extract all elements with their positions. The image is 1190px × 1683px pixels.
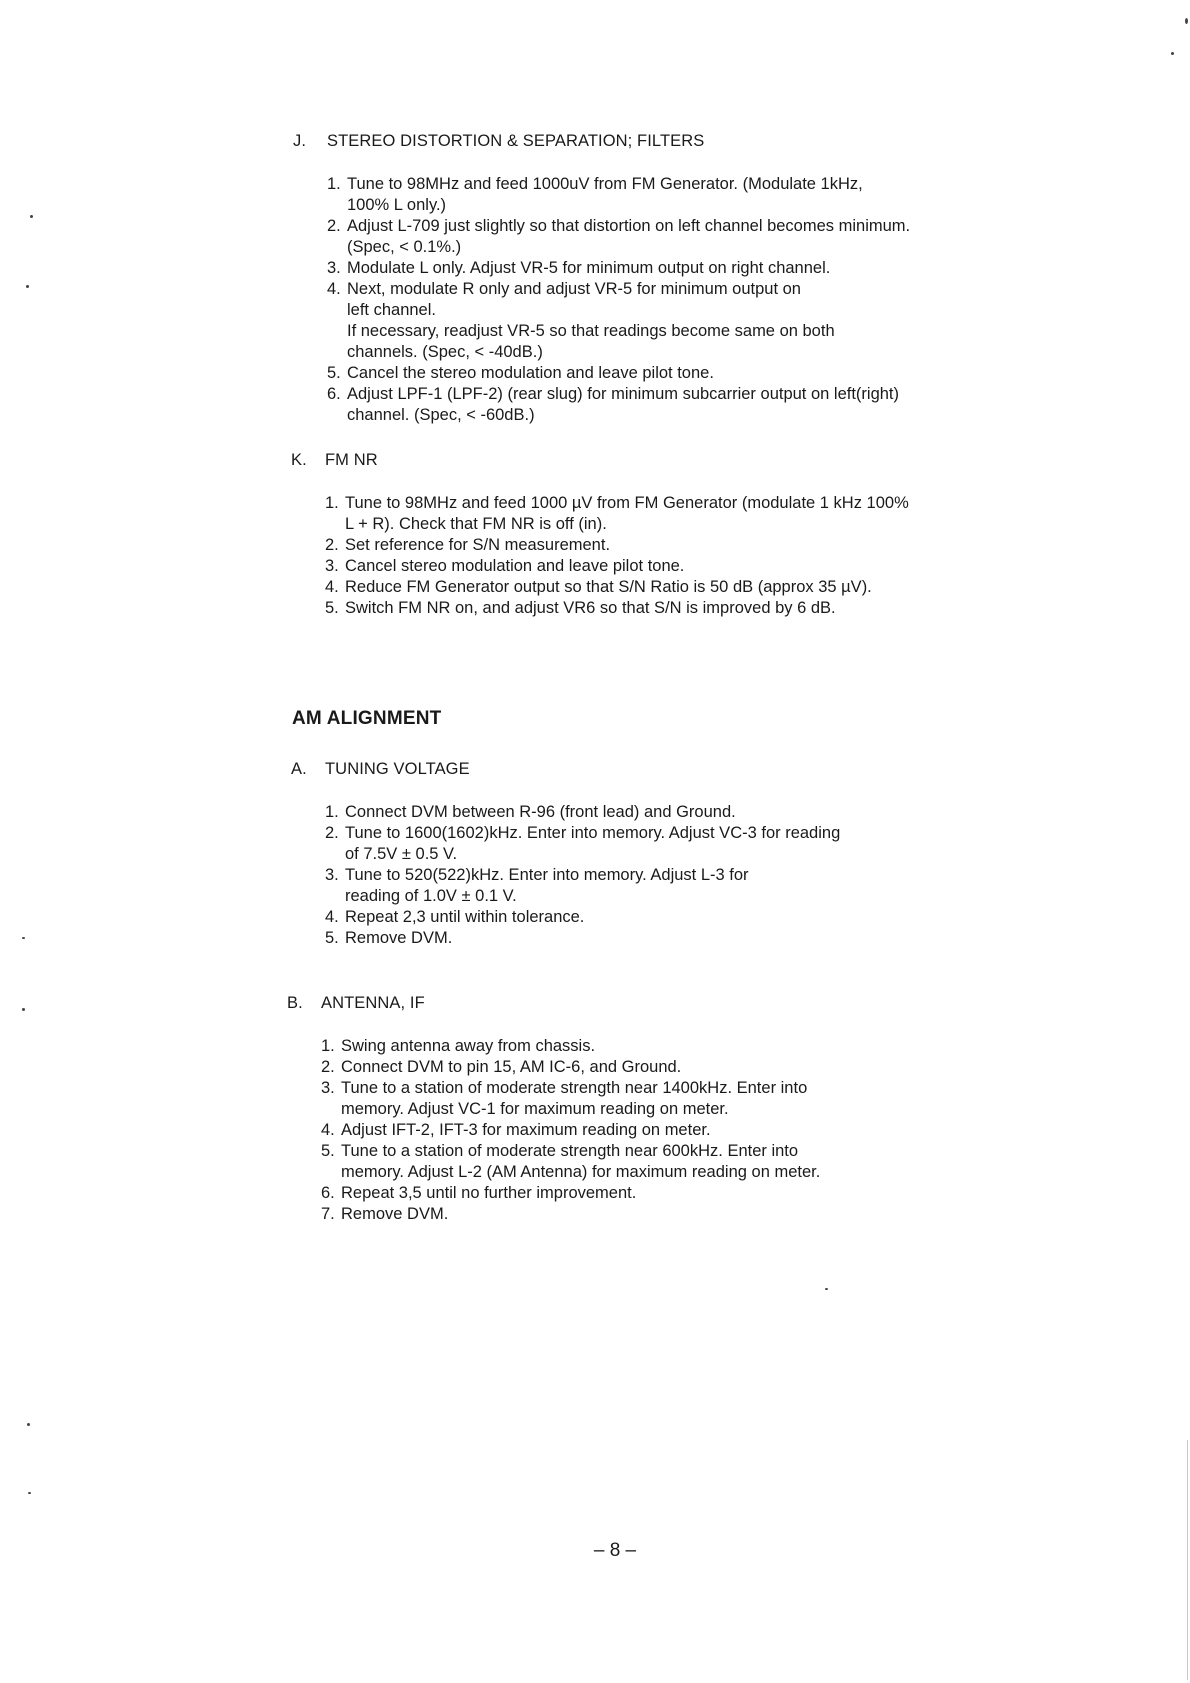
step-text-line: Tune to a station of moderate strength near 1400kHz. Enter into xyxy=(341,1079,808,1097)
step-item xyxy=(321,1078,987,1120)
step-number: 3. xyxy=(325,866,339,884)
step-item xyxy=(327,384,993,426)
scan-speck xyxy=(825,1288,828,1290)
step-number: 3. xyxy=(327,259,341,277)
step-text-line: Tune to 1600(1602)kHz. Enter into memory. Adjust VC-3 for reading xyxy=(345,824,841,842)
step-item xyxy=(321,1036,987,1057)
step-text-line: 100% L only.) xyxy=(347,196,447,214)
step-text-line: Tune to 520(522)kHz. Enter into memory. Adjust L-3 for xyxy=(345,866,749,884)
step-item xyxy=(327,279,993,363)
step-text-line: If necessary, readjust VR-5 so that readings become same on both xyxy=(347,322,835,340)
section-heading xyxy=(291,759,991,780)
step-text xyxy=(347,174,993,216)
step-number: 1. xyxy=(321,1037,335,1055)
step-item xyxy=(327,258,993,279)
step-text-line: Modulate L only. Adjust VR-5 for minimum output on right channel. xyxy=(347,259,831,277)
step-text xyxy=(345,907,991,928)
step-number: 2. xyxy=(325,824,339,842)
step-text xyxy=(345,598,991,619)
section-title: FM NR xyxy=(325,451,378,469)
step-text-line: Cancel the stereo modulation and leave pilot tone. xyxy=(347,364,714,382)
scan-speck xyxy=(1171,52,1174,55)
step-number: 5. xyxy=(325,599,339,617)
step-text-line: memory. Adjust L-2 (AM Antenna) for maximum reading on meter. xyxy=(341,1163,821,1181)
scan-speck xyxy=(22,937,25,939)
step-text xyxy=(345,928,991,949)
step-text-line: memory. Adjust VC-1 for maximum reading on meter. xyxy=(341,1100,729,1118)
step-text-line: channels. (Spec, < -40dB.) xyxy=(347,343,543,361)
section-title: STEREO DISTORTION & SEPARATION; FILTERS xyxy=(327,132,705,150)
step-number: 3. xyxy=(321,1079,335,1097)
step-text-line: Tune to 98MHz and feed 1000 µV from FM Generator (modulate 1 kHz 100% xyxy=(345,494,909,512)
step-number: 1. xyxy=(327,175,341,193)
step-text-line: Adjust IFT-2, IFT-3 for maximum reading on meter. xyxy=(341,1121,711,1139)
section-letter: A. xyxy=(291,760,307,778)
section-title: TUNING VOLTAGE xyxy=(325,760,470,778)
step-text-line: Reduce FM Generator output so that S/N Ratio is 50 dB (approx 35 µV). xyxy=(345,578,872,596)
step-list xyxy=(291,802,991,949)
step-text xyxy=(341,1204,987,1225)
step-text xyxy=(341,1141,987,1183)
step-item xyxy=(321,1057,987,1078)
section-letter: J. xyxy=(293,132,307,150)
step-number: 2. xyxy=(327,217,341,235)
step-list xyxy=(287,1036,987,1225)
section-a-tuning-voltage xyxy=(291,759,991,949)
section-heading xyxy=(287,993,987,1014)
step-list xyxy=(291,493,991,619)
step-item xyxy=(325,493,991,535)
step-text-line: Repeat 3,5 until no further improvement. xyxy=(341,1184,637,1202)
step-text xyxy=(347,384,993,426)
step-text-line: reading of 1.0V ± 0.1 V. xyxy=(345,887,517,905)
step-number: 1. xyxy=(325,803,339,821)
step-item xyxy=(321,1120,987,1141)
step-item xyxy=(325,928,991,949)
step-text xyxy=(347,258,993,279)
step-text xyxy=(341,1036,987,1057)
step-text-line: Adjust LPF-1 (LPF-2) (rear slug) for minimum subcarrier output on left(right) xyxy=(347,385,900,403)
step-number: 4. xyxy=(325,908,339,926)
step-list xyxy=(293,174,993,426)
step-item xyxy=(325,577,991,598)
am-alignment-heading: AM ALIGNMENT xyxy=(292,708,442,729)
step-text xyxy=(345,556,991,577)
step-item xyxy=(325,535,991,556)
page-number: – 8 – xyxy=(593,1540,637,1561)
step-text xyxy=(345,493,991,535)
step-text xyxy=(345,802,991,823)
section-letter: B. xyxy=(287,994,303,1012)
step-text-line: of 7.5V ± 0.5 V. xyxy=(345,845,458,863)
step-item xyxy=(321,1141,987,1183)
section-heading xyxy=(293,131,993,152)
section-b-antenna-if xyxy=(287,993,987,1225)
step-text-line: Switch FM NR on, and adjust VR6 so that S/N is improved by 6 dB. xyxy=(345,599,836,617)
step-item xyxy=(327,216,993,258)
step-item xyxy=(321,1183,987,1204)
step-number: 3. xyxy=(325,557,339,575)
step-text-line: Adjust L-709 just slightly so that distortion on left channel becomes minimum. xyxy=(347,217,911,235)
step-number: 5. xyxy=(321,1142,335,1160)
step-number: 5. xyxy=(327,364,341,382)
step-text-line: Set reference for S/N measurement. xyxy=(345,536,611,554)
section-letter: K. xyxy=(291,451,307,469)
step-text-line: Repeat 2,3 until within tolerance. xyxy=(345,908,585,926)
step-text-line: Tune to 98MHz and feed 1000uV from FM Generator. (Modulate 1kHz, xyxy=(347,175,863,193)
scan-speck xyxy=(26,285,29,288)
step-item xyxy=(325,556,991,577)
step-item xyxy=(325,802,991,823)
step-text xyxy=(345,535,991,556)
step-text xyxy=(347,279,993,363)
step-text xyxy=(345,865,991,907)
step-item xyxy=(325,598,991,619)
step-text-line: L + R). Check that FM NR is off (in). xyxy=(345,515,607,533)
step-number: 1. xyxy=(325,494,339,512)
step-text-line: channel. (Spec, < -60dB.) xyxy=(347,406,535,424)
scan-speck xyxy=(27,1423,30,1426)
step-number: 2. xyxy=(325,536,339,554)
step-text-line: (Spec, < 0.1%.) xyxy=(347,238,462,256)
scan-speck xyxy=(22,1008,25,1011)
step-text-line: Tune to a station of moderate strength near 600kHz. Enter into xyxy=(341,1142,799,1160)
step-number: 4. xyxy=(325,578,339,596)
step-text xyxy=(347,363,993,384)
step-text-line: Remove DVM. xyxy=(345,929,453,947)
step-text-line: Swing antenna away from chassis. xyxy=(341,1037,596,1055)
step-text-line: Cancel stereo modulation and leave pilot tone. xyxy=(345,557,685,575)
step-item xyxy=(321,1204,987,1225)
step-text-line: Connect DVM between R-96 (front lead) and Ground. xyxy=(345,803,736,821)
section-title: ANTENNA, IF xyxy=(321,994,425,1012)
step-number: 2. xyxy=(321,1058,335,1076)
step-number: 5. xyxy=(325,929,339,947)
step-text xyxy=(347,216,993,258)
scan-edge-line xyxy=(1187,1440,1188,1680)
step-number: 6. xyxy=(321,1184,335,1202)
step-text-line: Connect DVM to pin 15, AM IC-6, and Ground. xyxy=(341,1058,682,1076)
step-number: 7. xyxy=(321,1205,335,1223)
section-heading xyxy=(291,450,991,471)
scan-speck xyxy=(30,215,33,218)
step-text xyxy=(341,1057,987,1078)
step-item xyxy=(325,865,991,907)
step-text xyxy=(345,823,991,865)
step-number: 4. xyxy=(321,1121,335,1139)
scan-speck xyxy=(28,1492,31,1494)
section-k-fm-nr xyxy=(291,450,991,619)
step-text-line: Remove DVM. xyxy=(341,1205,449,1223)
step-text xyxy=(345,577,991,598)
step-text xyxy=(341,1120,987,1141)
step-item xyxy=(325,907,991,928)
step-text xyxy=(341,1078,987,1120)
scan-speck xyxy=(1185,18,1188,24)
step-item xyxy=(325,823,991,865)
step-item xyxy=(327,174,993,216)
step-text-line: Next, modulate R only and adjust VR-5 for minimum output on xyxy=(347,280,801,298)
section-j-stereo-distortion xyxy=(293,131,993,426)
step-number: 4. xyxy=(327,280,341,298)
step-text-line: left channel. xyxy=(347,301,436,319)
step-number: 6. xyxy=(327,385,341,403)
step-item xyxy=(327,363,993,384)
step-text xyxy=(341,1183,987,1204)
